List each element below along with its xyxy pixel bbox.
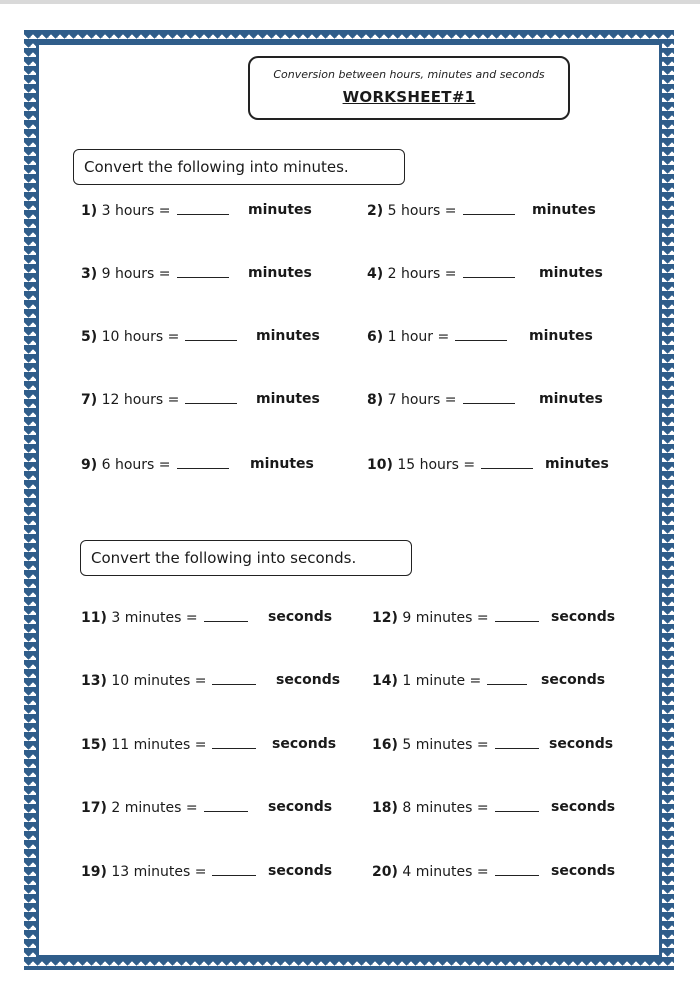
question-9 [81, 456, 235, 473]
question-number: 7) [81, 392, 98, 408]
worksheet-subtitle: Conversion between hours, minutes and seconds [273, 68, 545, 81]
question-expression: 9 minutes = [402, 610, 489, 626]
question-number: 15) [81, 737, 107, 753]
answer-blank[interactable] [212, 863, 256, 876]
unit-label: minutes [256, 391, 320, 407]
question-2 [367, 202, 521, 219]
question-14 [372, 672, 533, 689]
answer-blank[interactable] [481, 456, 533, 469]
answer-blank[interactable] [495, 609, 539, 622]
question-expression: 4 minutes = [402, 864, 489, 880]
top-divider [0, 0, 700, 4]
question-expression: 10 minutes = [111, 673, 207, 689]
answer-blank[interactable] [495, 863, 539, 876]
answer-blank[interactable] [185, 328, 237, 341]
worksheet-title: WORKSHEET#1 [342, 88, 476, 106]
question-number: 17) [81, 800, 107, 816]
question-expression: 11 minutes = [111, 737, 207, 753]
answer-blank[interactable] [487, 672, 527, 685]
answer-blank[interactable] [177, 456, 229, 469]
question-number: 6) [367, 329, 384, 345]
unit-label: seconds [551, 799, 616, 815]
question-expression: 13 minutes = [111, 864, 207, 880]
question-3 [81, 265, 235, 282]
instruction-text: Convert the following into minutes. [84, 158, 349, 176]
answer-blank[interactable] [185, 391, 237, 404]
section-seconds-instruction [80, 540, 412, 576]
question-number: 18) [372, 800, 398, 816]
question-13 [81, 672, 262, 689]
question-18 [372, 799, 545, 816]
question-1 [81, 202, 235, 219]
unit-label: minutes [532, 202, 596, 218]
question-expression: 10 hours = [101, 329, 180, 345]
question-number: 20) [372, 864, 398, 880]
worksheet-title-box [248, 56, 570, 120]
answer-blank[interactable] [455, 328, 507, 341]
question-16 [372, 736, 545, 753]
answer-blank[interactable] [463, 391, 515, 404]
unit-label: seconds [268, 863, 333, 879]
question-number: 14) [372, 673, 398, 689]
question-expression: 3 minutes = [111, 610, 198, 626]
question-number: 3) [81, 266, 98, 282]
question-number: 2) [367, 203, 384, 219]
question-number: 19) [81, 864, 107, 880]
instruction-text: Convert the following into seconds. [91, 549, 357, 567]
question-expression: 15 hours = [397, 457, 476, 473]
question-expression: 12 hours = [101, 392, 180, 408]
question-expression: 6 hours = [101, 457, 171, 473]
unit-label: minutes [539, 265, 603, 281]
unit-label: minutes [529, 328, 593, 344]
answer-blank[interactable] [177, 202, 229, 215]
question-17 [81, 799, 254, 816]
unit-label: minutes [248, 202, 312, 218]
unit-label: seconds [272, 736, 337, 752]
question-5 [81, 328, 243, 345]
question-number: 1) [81, 203, 98, 219]
question-number: 16) [372, 737, 398, 753]
question-20 [372, 863, 545, 880]
question-number: 5) [81, 329, 98, 345]
answer-blank[interactable] [177, 265, 229, 278]
question-expression: 7 hours = [387, 392, 457, 408]
unit-label: minutes [250, 456, 314, 472]
question-8 [367, 391, 521, 408]
unit-label: seconds [276, 672, 341, 688]
answer-blank[interactable] [204, 609, 248, 622]
unit-label: seconds [551, 609, 616, 625]
question-10 [367, 456, 539, 473]
answer-blank[interactable] [463, 265, 515, 278]
answer-blank[interactable] [495, 799, 539, 812]
question-expression: 2 hours = [387, 266, 457, 282]
question-number: 10) [367, 457, 393, 473]
question-expression: 8 minutes = [402, 800, 489, 816]
unit-label: minutes [539, 391, 603, 407]
question-11 [81, 609, 254, 626]
answer-blank[interactable] [212, 672, 256, 685]
question-19 [81, 863, 262, 880]
question-expression: 2 minutes = [111, 800, 198, 816]
question-number: 4) [367, 266, 384, 282]
unit-label: seconds [549, 736, 614, 752]
answer-blank[interactable] [212, 736, 256, 749]
answer-blank[interactable] [495, 736, 539, 749]
question-number: 11) [81, 610, 107, 626]
unit-label: seconds [541, 672, 606, 688]
question-expression: 9 hours = [101, 266, 171, 282]
question-expression: 1 hour = [387, 329, 450, 345]
question-7 [81, 391, 243, 408]
answer-blank[interactable] [204, 799, 248, 812]
unit-label: minutes [545, 456, 609, 472]
unit-label: minutes [248, 265, 312, 281]
question-expression: 1 minute = [402, 673, 482, 689]
answer-blank[interactable] [463, 202, 515, 215]
question-number: 12) [372, 610, 398, 626]
question-6 [367, 328, 513, 345]
question-number: 13) [81, 673, 107, 689]
question-expression: 5 minutes = [402, 737, 489, 753]
unit-label: seconds [268, 609, 333, 625]
question-12 [372, 609, 545, 626]
unit-label: minutes [256, 328, 320, 344]
question-number: 8) [367, 392, 384, 408]
question-number: 9) [81, 457, 98, 473]
question-4 [367, 265, 521, 282]
question-expression: 3 hours = [101, 203, 171, 219]
question-expression: 5 hours = [387, 203, 457, 219]
unit-label: seconds [268, 799, 333, 815]
unit-label: seconds [551, 863, 616, 879]
question-15 [81, 736, 262, 753]
section-minutes-instruction [73, 149, 405, 185]
